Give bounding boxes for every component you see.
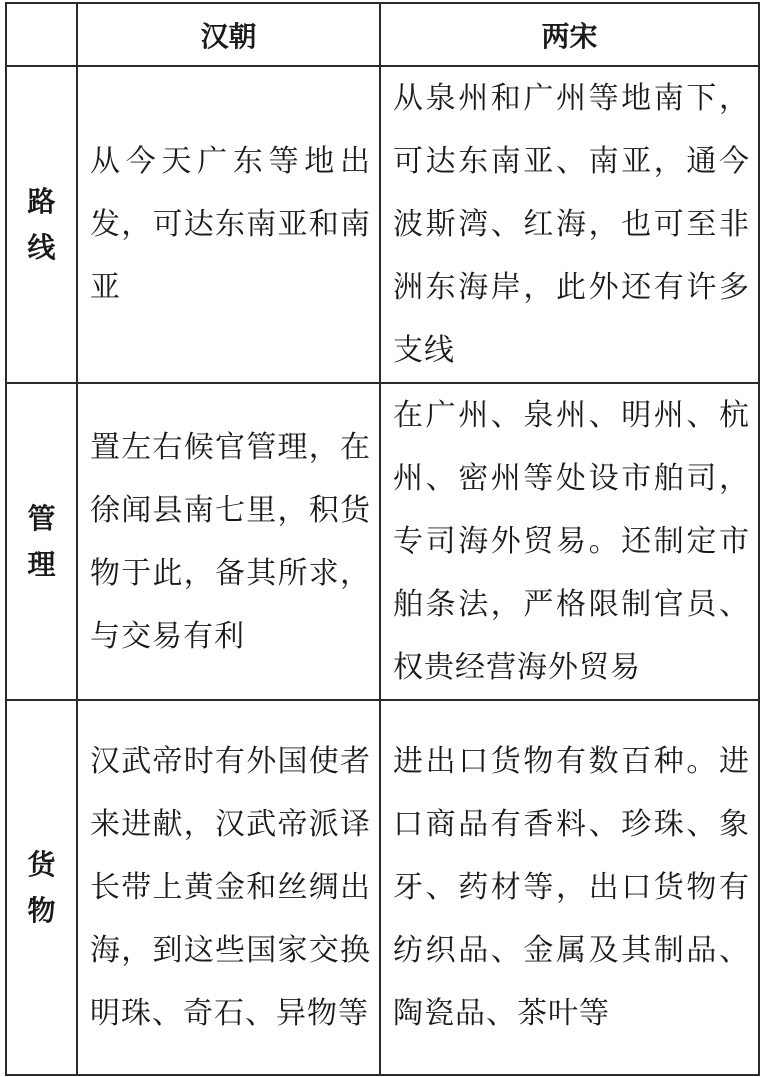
table-row-goods xyxy=(6,700,759,1075)
table-row-route xyxy=(6,66,759,383)
header-han-dynasty: 汉朝 xyxy=(77,3,380,66)
row-label-route xyxy=(6,66,77,383)
row-label-char: 货 xyxy=(27,847,56,881)
cell-song-goods: 进出口货物有数百种。进口商品有香料、珍珠、象牙、药材等，出口货物有纺织品、金属及其制品、陶瓷品、茶叶等 xyxy=(380,700,759,1075)
row-label-char: 管 xyxy=(27,501,56,535)
cell-han-route: 从今天广东等地出发，可达东南亚和南亚 xyxy=(77,66,380,383)
row-label-char: 物 xyxy=(27,893,56,927)
row-label-management xyxy=(6,383,77,700)
row-label-char: 线 xyxy=(27,230,56,264)
row-label-char: 路 xyxy=(27,184,56,218)
row-label-goods xyxy=(6,700,77,1075)
header-two-song: 两宋 xyxy=(380,3,759,66)
header-row xyxy=(6,3,759,66)
table-row-management xyxy=(6,383,759,700)
cell-han-goods: 汉武帝时有外国使者来进献，汉武帝派译长带上黄金和丝绸出海，到这些国家交换明珠、奇石、异物等 xyxy=(77,700,380,1075)
cell-song-route: 从泉州和广州等地南下，可达东南亚、南亚，通今波斯湾、红海，也可至非洲东海岸，此外还有许多支线 xyxy=(380,66,759,383)
han-song-comparison-table xyxy=(5,2,760,1076)
cell-han-management: 置左右候官管理，在徐闻县南七里，积货物于此，备其所求，与交易有利 xyxy=(77,383,380,700)
corner-cell xyxy=(6,3,77,66)
row-label-char: 理 xyxy=(27,547,56,581)
cell-song-management: 在广州、泉州、明州、杭州、密州等处设市舶司，专司海外贸易。还制定市舶条法，严格限制官员、权贵经营海外贸易 xyxy=(380,383,759,700)
